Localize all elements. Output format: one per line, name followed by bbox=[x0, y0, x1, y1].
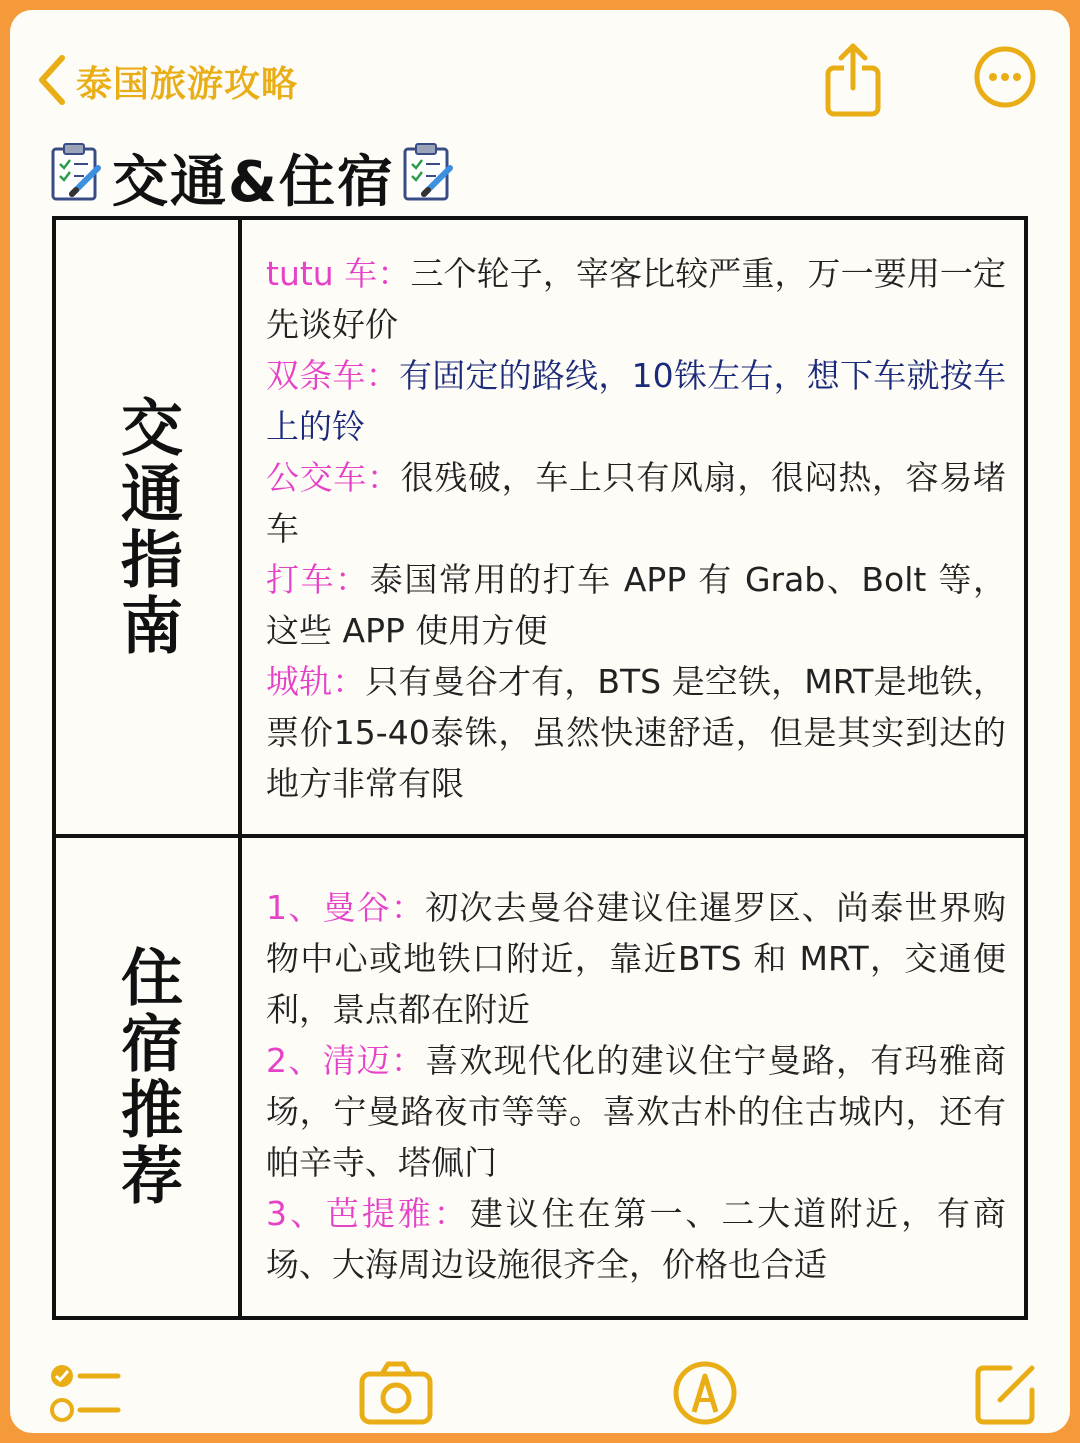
item-text: 初次去曼谷建议住暹罗区、尚泰世界购物中心或地铁口附近，靠近BTS 和 MRT，交通便利，景点都在附近 bbox=[266, 888, 1006, 1029]
list-item bbox=[266, 452, 1006, 554]
camera-button[interactable] bbox=[358, 1360, 434, 1430]
item-text: 建议住在第一、二大道附近，有商场、大海周边设施很齐全，价格也合适 bbox=[266, 1194, 1007, 1284]
transport-row bbox=[56, 220, 1024, 838]
list-item bbox=[266, 248, 1006, 350]
item-label: 2、清迈： bbox=[266, 1041, 426, 1080]
lodging-content-cell bbox=[242, 838, 1024, 1316]
item-label: 公交车： bbox=[266, 458, 401, 497]
page-title: 交通&住宿 bbox=[112, 150, 395, 215]
nav-bar bbox=[10, 10, 1070, 130]
item-text: 三个轮子，宰客比较严重，万一要用一定先谈好价 bbox=[266, 254, 1006, 344]
checklist-button[interactable] bbox=[48, 1360, 122, 1430]
item-label: 打车： bbox=[266, 560, 370, 599]
item-label: 双条车： bbox=[266, 356, 399, 395]
share-icon bbox=[820, 38, 886, 118]
more-icon bbox=[972, 44, 1038, 110]
item-label: 1、曼谷： bbox=[266, 888, 426, 927]
transport-content-cell bbox=[242, 220, 1024, 834]
item-label: 城轨： bbox=[266, 662, 366, 701]
transport-label: 交通指南 bbox=[110, 395, 184, 659]
item-text: 喜欢现代化的建议住宁曼路，有玛雅商场，宁曼路夜市等等。喜欢古朴的住古城内，还有帕辛寺、塔佩门 bbox=[266, 1041, 1006, 1182]
markup-pen-icon bbox=[672, 1360, 738, 1426]
chevron-left-icon bbox=[24, 50, 84, 110]
clipboard-pencil-icon bbox=[50, 142, 102, 202]
list-item bbox=[266, 1188, 1006, 1290]
list-item bbox=[266, 554, 1006, 656]
compose-button[interactable] bbox=[974, 1360, 1040, 1430]
lodging-label-cell bbox=[56, 838, 242, 1316]
lodging-row bbox=[56, 838, 1024, 1316]
list-item bbox=[266, 656, 1006, 809]
list-item bbox=[266, 1035, 1006, 1188]
note-page bbox=[10, 10, 1070, 1433]
info-table bbox=[52, 216, 1028, 1320]
more-options-button[interactable] bbox=[972, 44, 1038, 110]
compose-icon bbox=[974, 1360, 1040, 1426]
checklist-icon bbox=[48, 1360, 122, 1426]
item-text: 有固定的路线，10铢左右，想下车就按车上的铃 bbox=[266, 356, 1006, 446]
nav-title: 泰国旅游攻略 bbox=[76, 64, 299, 105]
item-text: 很残破，车上只有风扇，很闷热，容易堵车 bbox=[266, 458, 1007, 548]
transport-label-cell bbox=[56, 220, 242, 834]
item-text: 只有曼谷才有，BTS 是空铁，MRT是地铁，票价15-40泰铢，虽然快速舒适，但是其实到达的地方非常有限 bbox=[266, 662, 1006, 803]
lodging-label: 住宿推荐 bbox=[110, 945, 184, 1209]
back-button[interactable] bbox=[24, 50, 84, 110]
share-button[interactable] bbox=[820, 38, 886, 118]
item-label: 3、芭提雅： bbox=[266, 1194, 470, 1233]
list-item bbox=[266, 350, 1006, 452]
camera-icon bbox=[358, 1360, 434, 1426]
markup-button[interactable] bbox=[672, 1360, 738, 1430]
bottom-toolbar bbox=[10, 1350, 1070, 1433]
item-text: 泰国常用的打车 APP 有 Grab、Bolt 等，这些 APP 使用方便 bbox=[266, 560, 1006, 650]
section-heading bbox=[50, 132, 570, 215]
clipboard-pencil-icon bbox=[402, 142, 454, 202]
list-item bbox=[266, 882, 1006, 1035]
item-label: tutu 车： bbox=[266, 254, 411, 293]
